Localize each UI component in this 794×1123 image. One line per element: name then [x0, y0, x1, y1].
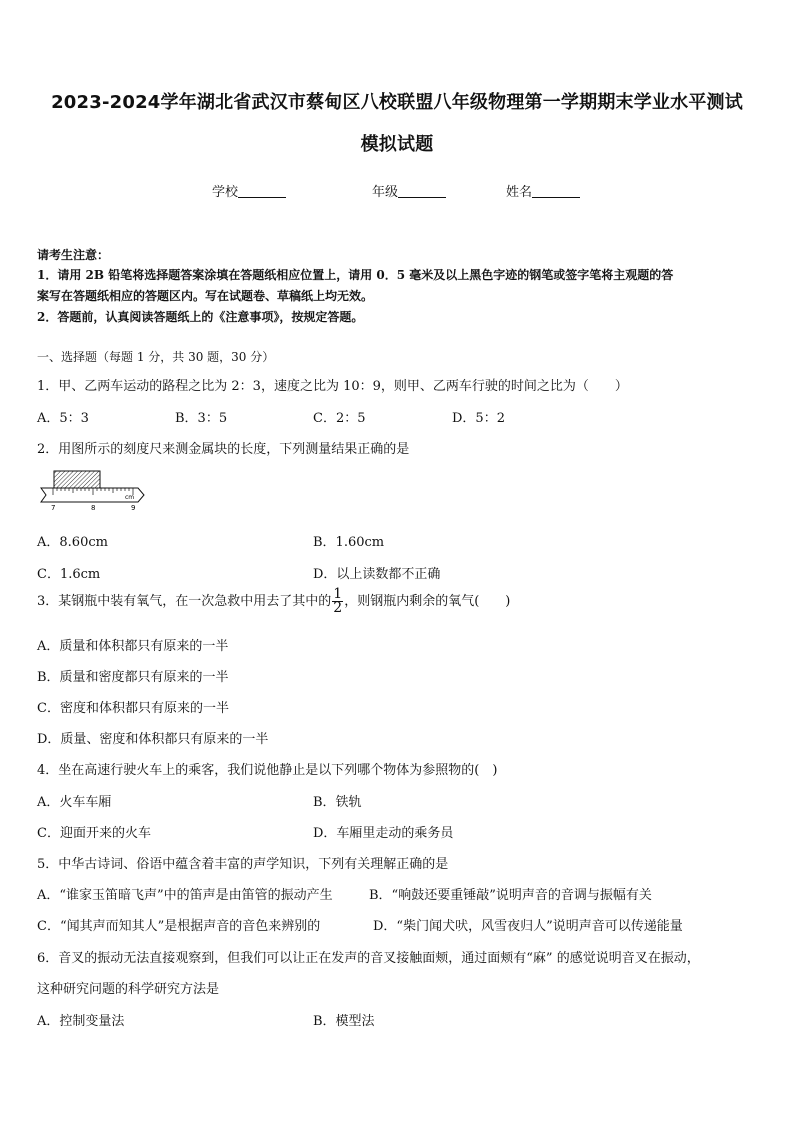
name-label: 姓名	[506, 185, 533, 200]
page-subtitle: 模拟试题	[360, 134, 434, 155]
q2-option-b[interactable]: B．1.60cm	[313, 535, 385, 550]
q3-option-d[interactable]: D．质量、密度和体积都只有原来的一半	[37, 732, 269, 747]
section-heading: 一、选择题（每题 1 分，共 30 题，30 分）	[37, 350, 275, 364]
q4-option-c[interactable]: C．迎面开来的火车	[37, 826, 151, 841]
q3-stem-before: 3．某钢瓶中装有氧气，在一次急救中用去了其中的	[37, 594, 332, 609]
q2-option-c[interactable]: C．1.6cm	[37, 567, 101, 582]
q1-option-b[interactable]: B．3：5	[175, 411, 228, 426]
one-half-fraction	[332, 588, 343, 615]
fraction-numerator: 1	[333, 586, 343, 602]
question-3-stem	[37, 588, 510, 615]
ruler-label-7: 7	[51, 504, 56, 512]
notice-item-1: 1．请用 2B 铅笔将选择题答案涂填在答题纸相应位置上，请用 0．5 毫米及以上黑色字迹的钢笔或签字笔将主观题的答	[37, 268, 674, 282]
q1-option-a[interactable]: A．5：3	[37, 411, 89, 426]
name-field[interactable]	[506, 181, 580, 200]
question-4-stem: 4．坐在高速行驶火车上的乘客，我们说他静止是以下列哪个物体为参照物的( )	[37, 763, 498, 778]
q5-option-a[interactable]: A．“谁家玉笛暗飞声”中的笛声是由笛管的振动产生	[37, 888, 333, 903]
school-field[interactable]	[212, 181, 286, 200]
name-blank[interactable]	[532, 183, 580, 198]
q4-option-b[interactable]: B．铁轨	[313, 795, 362, 810]
q6-option-b[interactable]: B．模型法	[313, 1014, 375, 1029]
grade-blank[interactable]	[398, 183, 446, 198]
question-1-stem: 1．甲、乙两车运动的路程之比为 2：3，速度之比为 10：9，则甲、乙两车行驶的时间之比为（ ）	[37, 379, 628, 394]
q4-option-d[interactable]: D．车厢里走动的乘务员	[313, 826, 454, 841]
q3-option-b[interactable]: B．质量和密度都只有原来的一半	[37, 670, 229, 685]
q5-option-b[interactable]: B．“响鼓还要重锤敲”说明声音的音调与振幅有关	[369, 888, 652, 903]
ruler-svg	[38, 468, 148, 514]
ruler-label-9: 9	[131, 504, 136, 512]
q1-option-d[interactable]: D．5：2	[452, 411, 505, 426]
q3-option-a[interactable]: A．质量和体积都只有原来的一半	[37, 639, 229, 654]
notice-item-2: 2．答题前，认真阅读答题纸上的《注意事项》，按规定答题。	[37, 310, 364, 324]
q4-option-a[interactable]: A．火车车厢	[37, 795, 112, 810]
ruler-label-8: 8	[91, 504, 96, 512]
page-title: 2023-2024学年湖北省武汉市蔡甸区八校联盟八年级物理第一学期期末学业水平测试	[51, 92, 743, 113]
school-blank[interactable]	[238, 183, 286, 198]
question-6-stem: 6．音叉的振动无法直接观察到，但我们可以让正在发声的音叉接触面颊，通过面颊有“麻” 的感觉说明音叉在振动，	[37, 951, 700, 966]
q5-option-d[interactable]: D．“柴门闻犬吠，风雪夜归人”说明声音可以传递能量	[373, 919, 683, 934]
notice-item-1-cont: 案写在答题纸相应的答题区内。写在试题卷、草稿纸上均无效。	[37, 289, 374, 303]
question-5-stem: 5．中华古诗词、俗语中蕴含着丰富的声学知识，下列有关理解正确的是	[37, 857, 449, 872]
grade-label: 年级	[372, 185, 399, 200]
notice-heading: 请考生注意：	[37, 248, 110, 262]
q3-option-c[interactable]: C．密度和体积都只有原来的一半	[37, 701, 229, 716]
ruler-unit-cm: cm	[125, 494, 135, 501]
metal-block	[54, 471, 100, 488]
q1-option-c[interactable]: C．2：5	[313, 411, 366, 426]
q2-option-a[interactable]: A．8.60cm	[37, 535, 108, 550]
grade-field[interactable]	[372, 181, 446, 200]
school-label: 学校	[212, 185, 239, 200]
q3-stem-after: ，则钢瓶内剩余的氧气( )	[344, 594, 511, 609]
question-6-stem-cont: 这种研究问题的科学研究方法是	[37, 982, 220, 997]
question-2-stem: 2．用图所示的刻度尺来测金属块的长度，下列测量结果正确的是	[37, 442, 410, 457]
fraction-denominator: 2	[333, 600, 343, 616]
ruler-figure	[38, 468, 148, 514]
q2-option-d[interactable]: D．以上读数都不正确	[313, 567, 441, 582]
q5-option-c[interactable]: C．“闻其声而知其人”是根据声音的音色来辨别的	[37, 919, 321, 934]
q6-option-a[interactable]: A．控制变量法	[37, 1014, 125, 1029]
